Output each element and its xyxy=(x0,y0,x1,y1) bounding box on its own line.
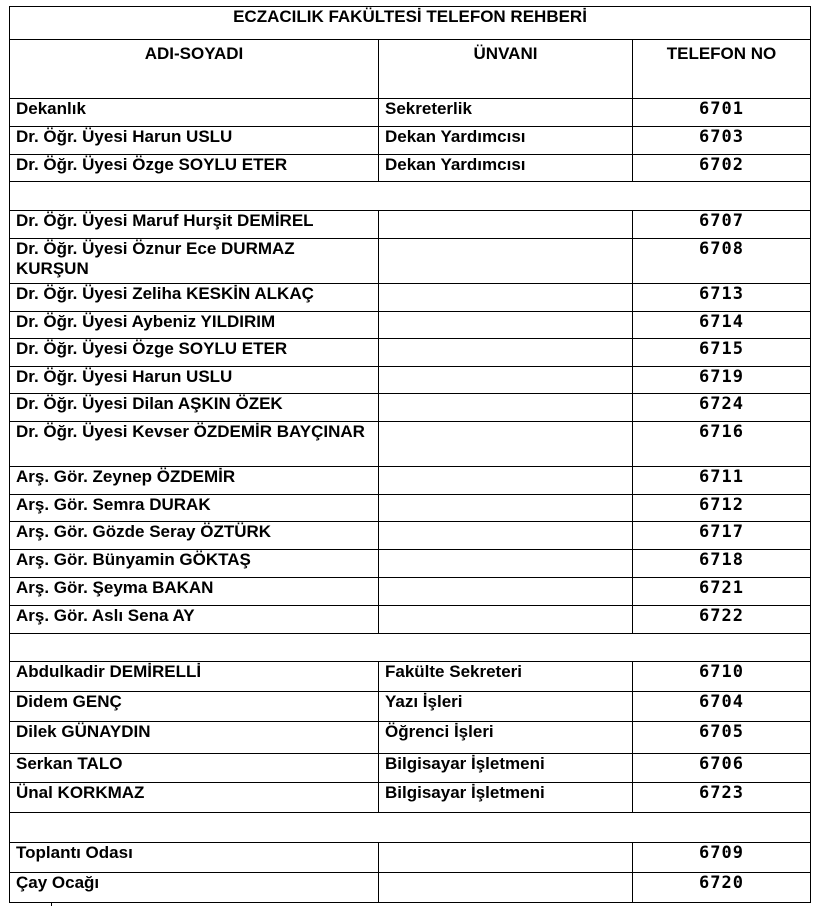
name-cell: Dr. Öğr. Üyesi Aybeniz YILDIRIM xyxy=(10,312,379,339)
title-cell xyxy=(379,284,633,312)
phone-cell: 6701 xyxy=(633,99,811,127)
phone-cell: 6713 xyxy=(633,284,811,312)
directory-body xyxy=(10,7,811,903)
title-cell: Bilgisayar İşletmeni xyxy=(379,783,633,813)
name-cell: Dr. Öğr. Üyesi Maruf Hurşit DEMİREL xyxy=(10,211,379,239)
name-cell: Dr. Öğr. Üyesi Öznur Ece DURMAZ KURŞUN xyxy=(10,239,379,284)
phone-cell: 6724 xyxy=(633,394,811,422)
name-cell: Ünal KORKMAZ xyxy=(10,783,379,813)
title-cell xyxy=(379,606,633,634)
title-cell: Dekan Yardımcısı xyxy=(379,127,633,155)
table-row xyxy=(10,367,811,394)
header-name: ADI-SOYADI xyxy=(10,40,379,99)
section-spacer-row xyxy=(10,182,811,211)
table-row xyxy=(10,394,811,422)
section-spacer-row xyxy=(10,634,811,662)
phone-cell: 6718 xyxy=(633,550,811,578)
name-cell: Dr. Öğr. Üyesi Harun USLU xyxy=(10,127,379,155)
title-cell xyxy=(379,312,633,339)
name-cell: Toplantı Odası xyxy=(10,843,379,873)
phone-cell: 6715 xyxy=(633,339,811,367)
phone-cell: 6711 xyxy=(633,467,811,495)
name-cell: Dekanlık xyxy=(10,99,379,127)
table-row xyxy=(10,127,811,155)
spacer-cell xyxy=(10,634,811,662)
name-cell: Arş. Gör. Gözde Seray ÖZTÜRK xyxy=(10,522,379,550)
table-row xyxy=(10,606,811,634)
title-cell xyxy=(379,550,633,578)
table-row xyxy=(10,843,811,873)
table-row xyxy=(10,495,811,522)
phone-cell: 6712 xyxy=(633,495,811,522)
title-cell xyxy=(379,239,633,284)
title-cell: Sekreterlik xyxy=(379,99,633,127)
title-cell xyxy=(379,339,633,367)
name-cell: Serkan TALO xyxy=(10,754,379,783)
phone-cell: 6710 xyxy=(633,662,811,692)
title-cell xyxy=(379,394,633,422)
phone-cell: 6702 xyxy=(633,155,811,182)
phone-cell: 6706 xyxy=(633,754,811,783)
phone-cell: 6714 xyxy=(633,312,811,339)
table-row xyxy=(10,692,811,722)
name-cell: Dr. Öğr. Üyesi Zeliha KESKİN ALKAÇ xyxy=(10,284,379,312)
table-row xyxy=(10,522,811,550)
title-cell: Öğrenci İşleri xyxy=(379,722,633,754)
name-cell: Arş. Gör. Şeyma BAKAN xyxy=(10,578,379,606)
table-row xyxy=(10,722,811,754)
title-cell: Bilgisayar İşletmeni xyxy=(379,754,633,783)
phone-cell: 6709 xyxy=(633,843,811,873)
name-cell: Dilek GÜNAYDIN xyxy=(10,722,379,754)
title-cell xyxy=(379,578,633,606)
name-cell: Çay Ocağı xyxy=(10,873,379,903)
title-row xyxy=(10,7,811,40)
section-spacer-row xyxy=(10,813,811,843)
name-cell: Dr. Öğr. Üyesi Özge SOYLU ETER xyxy=(10,339,379,367)
title-cell xyxy=(379,843,633,873)
title-cell xyxy=(379,467,633,495)
table-row xyxy=(10,754,811,783)
header-title: ÜNVANI xyxy=(379,40,633,99)
name-cell: Arş. Gör. Bünyamin GÖKTAŞ xyxy=(10,550,379,578)
table-row xyxy=(10,783,811,813)
table-row xyxy=(10,467,811,495)
phone-cell: 6721 xyxy=(633,578,811,606)
title-cell: Yazı İşleri xyxy=(379,692,633,722)
table-row xyxy=(10,211,811,239)
name-cell: Abdulkadir DEMİRELLİ xyxy=(10,662,379,692)
phone-cell: 6723 xyxy=(633,783,811,813)
name-cell: Dr. Öğr. Üyesi Dilan AŞKIN ÖZEK xyxy=(10,394,379,422)
name-cell: Dr. Öğr. Üyesi Kevser ÖZDEMİR BAYÇINAR xyxy=(10,422,379,467)
table-row xyxy=(10,873,811,903)
directory-title: ECZACILIK FAKÜLTESİ TELEFON REHBERİ xyxy=(10,7,811,40)
phone-directory-table xyxy=(9,6,811,903)
phone-cell: 6716 xyxy=(633,422,811,467)
phone-cell: 6708 xyxy=(633,239,811,284)
name-cell: Arş. Gör. Aslı Sena AY xyxy=(10,606,379,634)
phone-cell: 6707 xyxy=(633,211,811,239)
table-row xyxy=(10,99,811,127)
table-row xyxy=(10,284,811,312)
page-mark xyxy=(51,902,52,906)
table-row xyxy=(10,239,811,284)
phone-cell: 6720 xyxy=(633,873,811,903)
title-cell xyxy=(379,495,633,522)
title-cell xyxy=(379,211,633,239)
table-row xyxy=(10,312,811,339)
name-cell: Dr. Öğr. Üyesi Özge SOYLU ETER xyxy=(10,155,379,182)
table-row xyxy=(10,662,811,692)
name-cell: Didem GENÇ xyxy=(10,692,379,722)
phone-cell: 6705 xyxy=(633,722,811,754)
title-cell: Dekan Yardımcısı xyxy=(379,155,633,182)
spacer-cell xyxy=(10,182,811,211)
title-cell xyxy=(379,522,633,550)
title-cell xyxy=(379,422,633,467)
table-row xyxy=(10,550,811,578)
header-row xyxy=(10,40,811,99)
title-cell xyxy=(379,367,633,394)
table-row xyxy=(10,339,811,367)
name-cell: Dr. Öğr. Üyesi Harun USLU xyxy=(10,367,379,394)
phone-cell: 6703 xyxy=(633,127,811,155)
spacer-cell xyxy=(10,813,811,843)
header-phone: TELEFON NO xyxy=(633,40,811,99)
table-row xyxy=(10,422,811,467)
phone-cell: 6719 xyxy=(633,367,811,394)
title-cell: Fakülte Sekreteri xyxy=(379,662,633,692)
name-cell: Arş. Gör. Semra DURAK xyxy=(10,495,379,522)
name-cell: Arş. Gör. Zeynep ÖZDEMİR xyxy=(10,467,379,495)
phone-cell: 6717 xyxy=(633,522,811,550)
title-cell xyxy=(379,873,633,903)
phone-cell: 6704 xyxy=(633,692,811,722)
phone-cell: 6722 xyxy=(633,606,811,634)
table-row xyxy=(10,578,811,606)
table-row xyxy=(10,155,811,182)
